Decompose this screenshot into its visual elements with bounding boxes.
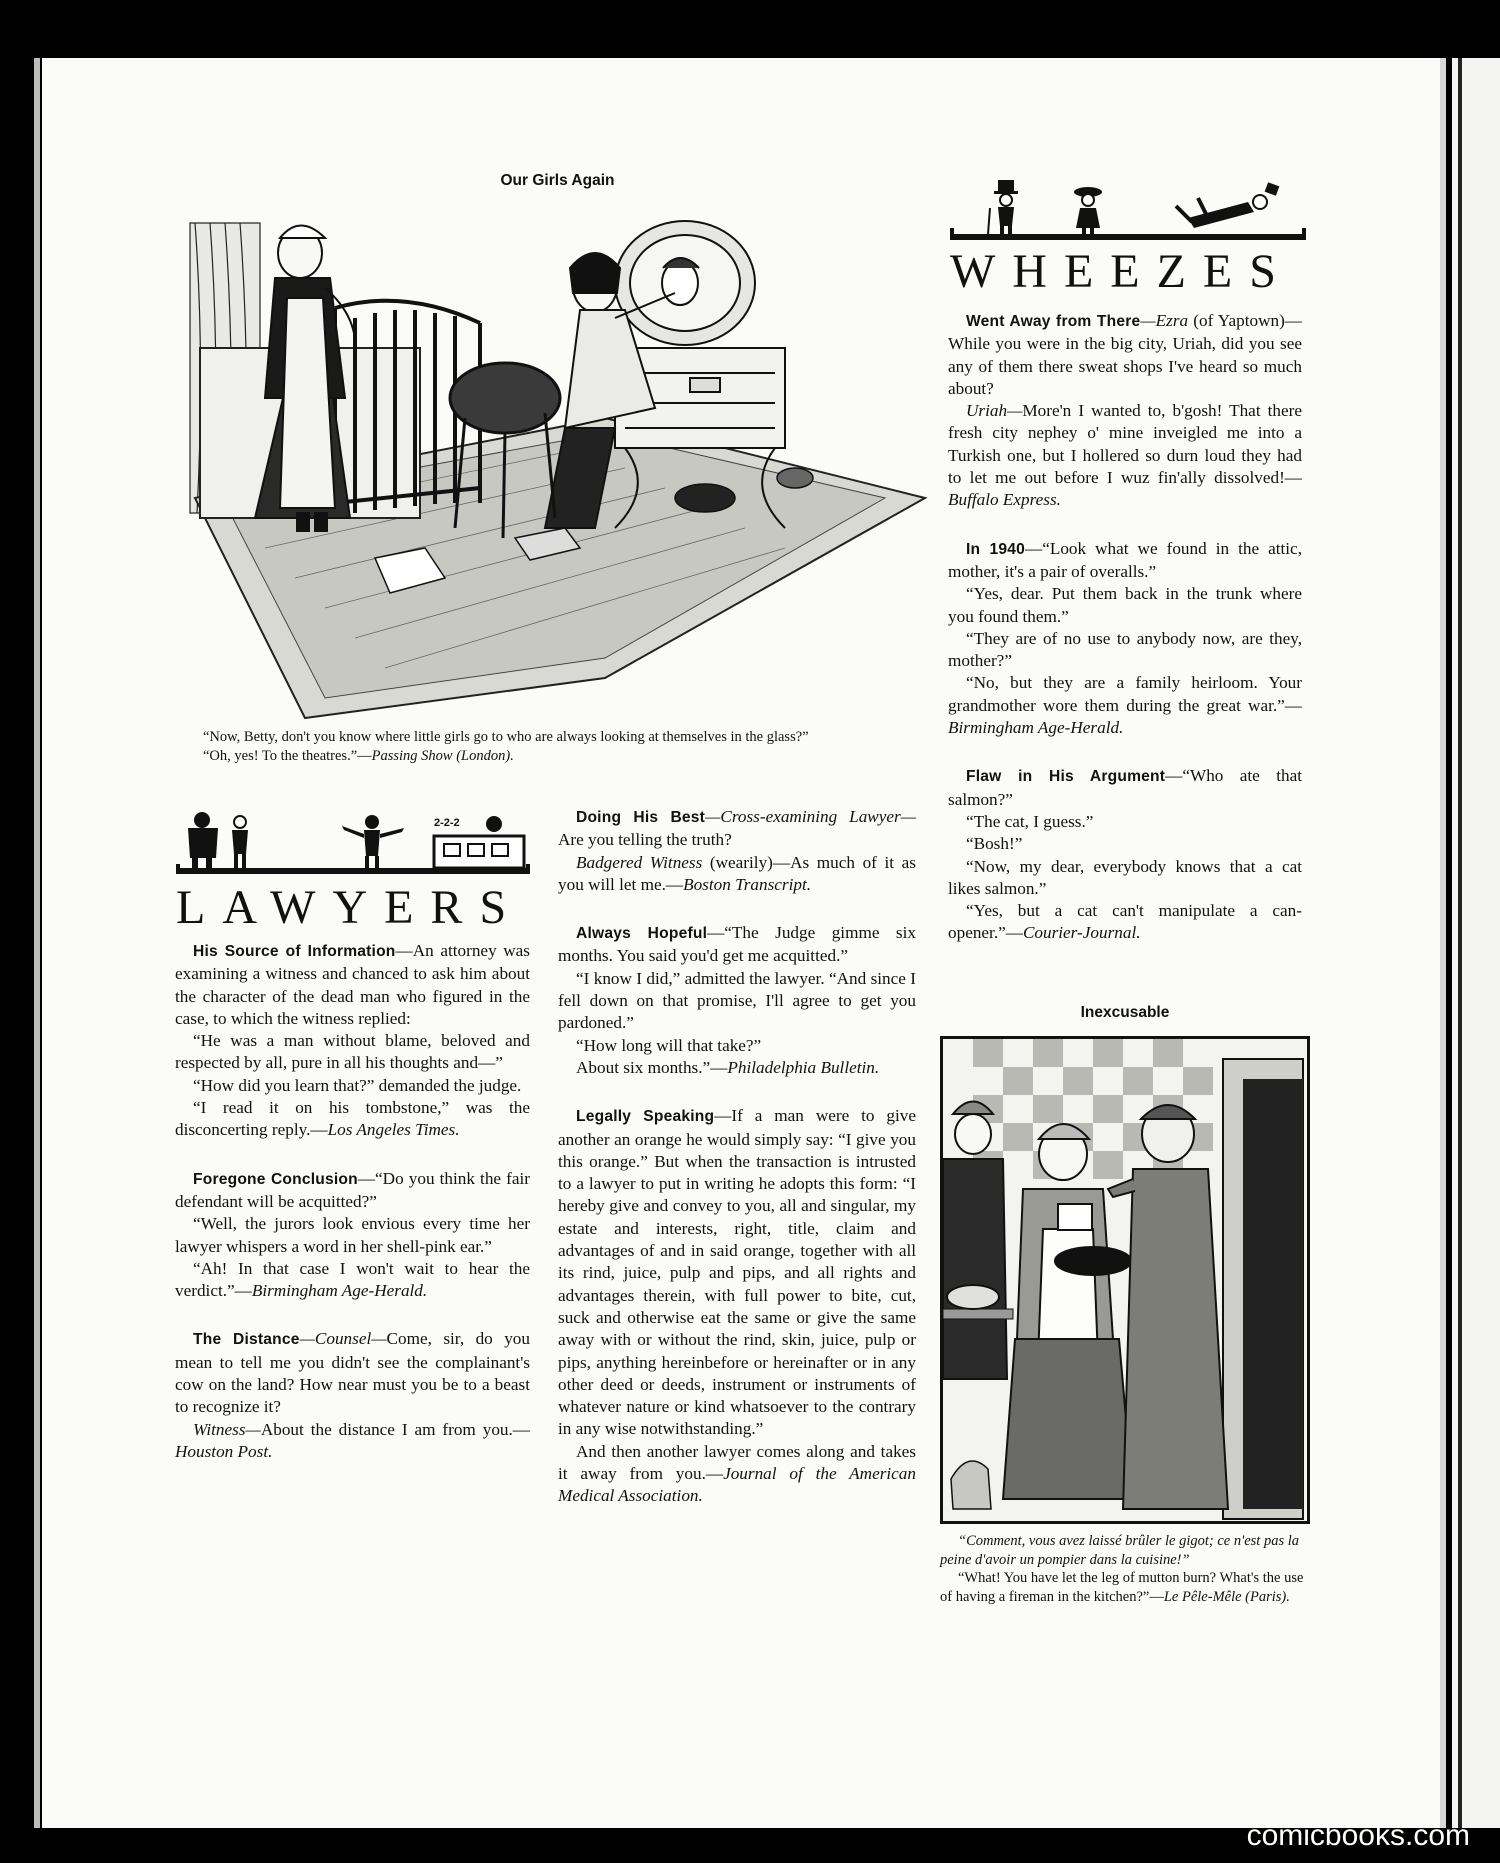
wheezes-item-6: “No, but they are a family heirloom. Your grandmother wore them during the great war.”—Birmingham Age-Herald.	[948, 673, 1302, 738]
wheezes-item-7: Flaw in His Argument—“Who ate that salmon?”	[948, 766, 1302, 809]
caption-english: “What! You have let the leg of mutton burn? What's the use of having a fireman in the kitchen?”—Le Pêle-Mêle (Paris).	[940, 1570, 1304, 1605]
lawyers-item-9: Witness—About the distance I am from you.—Houston Post.	[175, 1419, 530, 1461]
wheezes-item-1: Went Away from There—Ezra (of Yaptown)—While you were in the big city, Uriah, did you see any of them there sweat shops I've heard so much about?	[948, 311, 1302, 398]
lawyers-item-2: “He was a man without blame, beloved and respected by all, pure in all his thoughts and—”	[175, 1031, 530, 1073]
wheezes-item-2: Uriah—More'n I wanted to, b'gosh! That there fresh city nephey o' mine inveigled me into a Turkish one, but I hollered so durn loud they had to let me out before I wuz fin'ally dissolved!—Buffalo Express.	[948, 401, 1302, 510]
wheezes-banner-title: WHEEZES	[950, 245, 1293, 298]
lawyers-item-6: “Well, the jurors look envious every time her lawyer whispers a word in her shell-pink ear.”	[175, 1214, 530, 1256]
middle-item-2: Badgered Witness (wearily)—As much of it as you will let me.—Boston Transcript.	[558, 852, 916, 894]
lawyers-item-1: His Source of Information—An attorney was examining a witness and chanced to ask him about the character of the dead man who figured in the case, to which the witness replied:	[175, 941, 530, 1028]
page-edge-right	[1440, 58, 1446, 1828]
bedroom-illustration	[185, 198, 930, 723]
caption-line-1: “Now, Betty, don't you know where little girls go to who are always looking at themselves in the glass?”	[203, 729, 809, 745]
lawyers-item-8: The Distance—Counsel—Come, sir, do you mean to tell me you didn't see the complainant's cow on the land? How near must you be to a beast to recognize it?	[175, 1329, 530, 1417]
lawyers-banner	[172, 808, 534, 934]
lawyers-item-4: “I read it on his tombstone,” was the disconcerting reply.—Los Angeles Times.	[175, 1098, 530, 1140]
wheezes-item-10: “Now, my dear, everybody knows that a cat likes salmon.”	[948, 856, 1302, 898]
wheezes-item-11: “Yes, but a cat can't manipulate a can-opener.”—Courier-Journal.	[948, 901, 1302, 943]
middle-item-5: “How long will that take?”	[576, 1035, 762, 1055]
middle-item-6: About six months.”—Philadelphia Bulletin.	[576, 1057, 880, 1077]
caption-french: “Comment, vous avez laissé brûler le gigot; ce n'est pas la peine d'avoir un pompier dans la cuisine!”	[940, 1533, 1299, 1568]
lawyers-banner-title: LAWYERS	[176, 881, 524, 934]
middle-item-3: Always Hopeful—“The Judge gimme six months. You said you'd get me acquitted.”	[558, 923, 916, 966]
watermark: comicbooks.com	[1246, 1819, 1470, 1852]
top-cartoon-caption	[185, 728, 930, 765]
middle-item-4: “I know I did,” admitted the lawyer. “And since I fell down on that promise, I'll agree to get you pardoned.”	[558, 968, 916, 1033]
kitchen-illustration	[940, 1036, 1310, 1524]
middle-column	[558, 806, 916, 1508]
side-cartoon-caption	[940, 1532, 1310, 1606]
lawyers-item-7: “Ah! In that case I won't wait to hear the verdict.”—Birmingham Age-Herald.	[175, 1258, 530, 1301]
middle-item-7: Legally Speaking—If a man were to give another an orange he would simply say: “I give you this orange.” But when the transaction is intrusted to a lawyer to put in writing he adopts this form: “I hereby give and convey to you, all and singular, my estate and interests, right, title, claim and advantages of and in said orange, together with all its rind, juice, pulp and pips, and all rights and advantages therein, with full power to bite, cut, suck and otherwise eat the same or give the same away with or without the rind, skin, juice, pulp or pips, anything hereinbefore or hereinafter or in any other deed or deeds, instrument or instruments of whatever nature or kind whatsoever to the contrary in any wise notwithstanding.”	[558, 1106, 916, 1439]
page-edge-left	[34, 58, 40, 1828]
lawyers-item-5: Foregone Conclusion—“Do you think the fair defendant will be acquitted?”	[175, 1168, 530, 1211]
cartoon-title: Our Girls Again	[500, 172, 615, 189]
adjacent-page-edge	[1452, 58, 1500, 1828]
wheezes-item-3: In 1940—“Look what we found in the attic, mother, it's a pair of overalls.”	[948, 538, 1302, 581]
wheezes-item-9: “Bosh!”	[966, 834, 1023, 854]
wheezes-item-4: “Yes, dear. Put them back in the trunk where you found them.”	[948, 584, 1302, 626]
wheezes-banner	[948, 178, 1308, 296]
wheezes-item-8: “The cat, I guess.”	[966, 811, 1094, 831]
caption-line-2: “Oh, yes! To the theatres.”—Passing Show (London).	[203, 747, 514, 764]
lawyers-column	[175, 940, 530, 1463]
middle-item-1: Doing His Best—Cross-examining Lawyer—Are you telling the truth?	[558, 807, 916, 850]
lawyers-item-3: “How did you learn that?” demanded the judge.	[193, 1075, 522, 1095]
middle-item-8: And then another lawyer comes along and takes it away from you.—Journal of the American Medical Association.	[558, 1441, 916, 1506]
wheezes-column	[948, 310, 1302, 945]
side-cartoon-title: Inexcusable	[1080, 1004, 1170, 1021]
banner-sign: 2-2-2	[434, 817, 460, 829]
wheezes-item-5: “They are of no use to anybody now, are they, mother?”	[948, 628, 1302, 671]
